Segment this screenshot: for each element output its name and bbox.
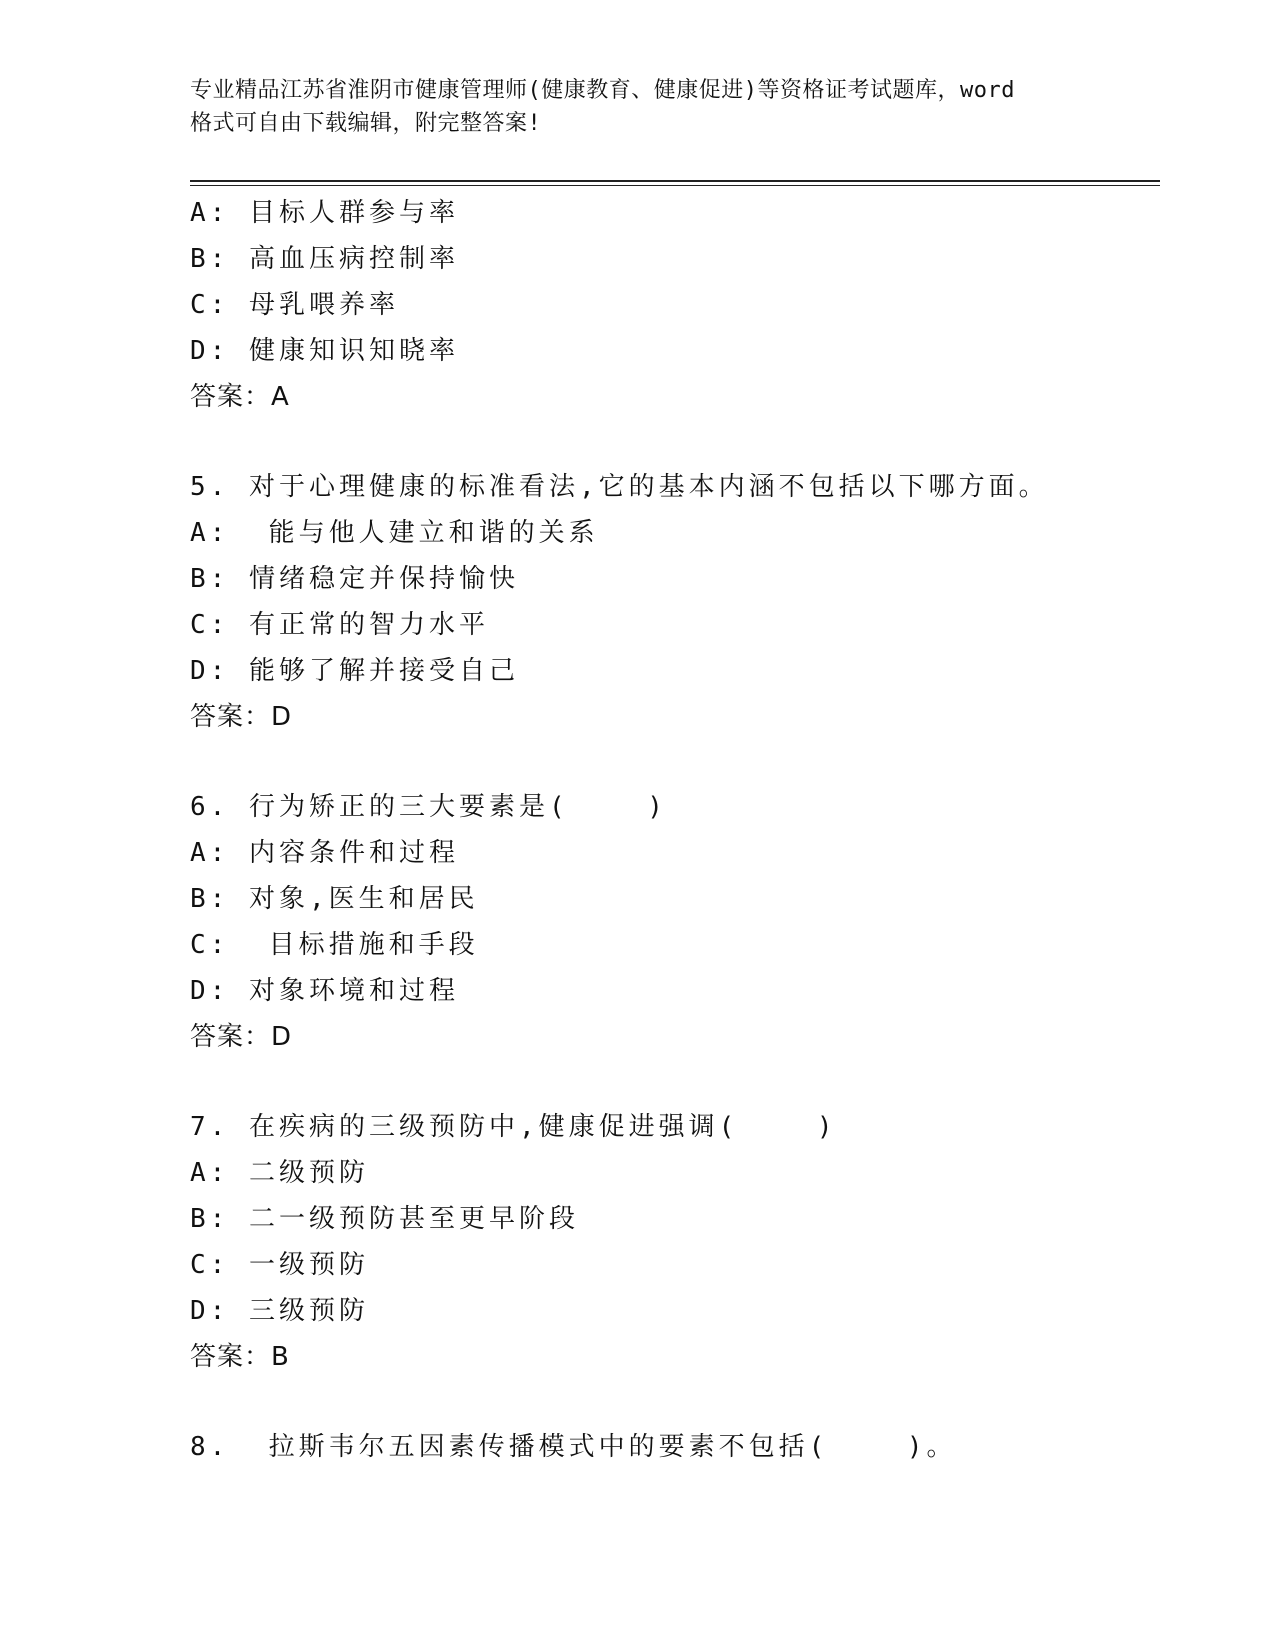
option-d: D: 对象环境和过程 <box>190 976 459 1006</box>
question-7 <box>190 1104 1150 1380</box>
option-d: D: 能够了解并接受自己 <box>190 656 519 686</box>
page-header <box>190 74 1090 140</box>
question-6 <box>190 784 1150 1060</box>
option-b: B: 高血压病控制率 <box>190 244 459 274</box>
answer: 答案：D <box>190 702 293 732</box>
option-a: A: 二级预防 <box>190 1158 369 1188</box>
header-divider-thin <box>190 185 1160 186</box>
option-c: C: 目标措施和手段 <box>190 930 479 960</box>
option-d: D: 健康知识知晓率 <box>190 336 459 366</box>
answer: 答案：D <box>190 1022 293 1052</box>
option-b: B: 对象,医生和居民 <box>190 884 479 914</box>
option-c: C: 母乳喂养率 <box>190 290 399 320</box>
question-text: 7. 在疾病的三级预防中,健康促进强调( ) <box>190 1112 837 1142</box>
option-a: A: 目标人群参与率 <box>190 198 459 228</box>
question-4 <box>190 190 1150 420</box>
option-b: B: 二一级预防甚至更早阶段 <box>190 1204 579 1234</box>
option-d: D: 三级预防 <box>190 1296 369 1326</box>
option-a: A: 能与他人建立和谐的关系 <box>190 518 599 548</box>
option-c: C: 有正常的智力水平 <box>190 610 489 640</box>
option-a: A: 内容条件和过程 <box>190 838 459 868</box>
question-text: 6. 行为矫正的三大要素是( ) <box>190 792 667 822</box>
question-8 <box>190 1424 1150 1470</box>
header-divider <box>190 180 1160 182</box>
answer: 答案：A <box>190 382 290 412</box>
answer: 答案：B <box>190 1342 290 1372</box>
question-text: 8. 拉斯韦尔五因素传播模式中的要素不包括( )。 <box>190 1432 957 1462</box>
question-list <box>190 190 1150 1470</box>
question-text: 5. 对于心理健康的标准看法,它的基本内涵不包括以下哪方面。 <box>190 472 1049 502</box>
header-line-2: 格式可自由下载编辑，附完整答案! <box>190 111 542 136</box>
question-5 <box>190 464 1150 740</box>
option-c: C: 一级预防 <box>190 1250 369 1280</box>
option-b: B: 情绪稳定并保持愉快 <box>190 564 519 594</box>
header-line-1: 专业精品江苏省淮阴市健康管理师(健康教育、健康促进)等资格证考试题库，word <box>190 78 1015 103</box>
